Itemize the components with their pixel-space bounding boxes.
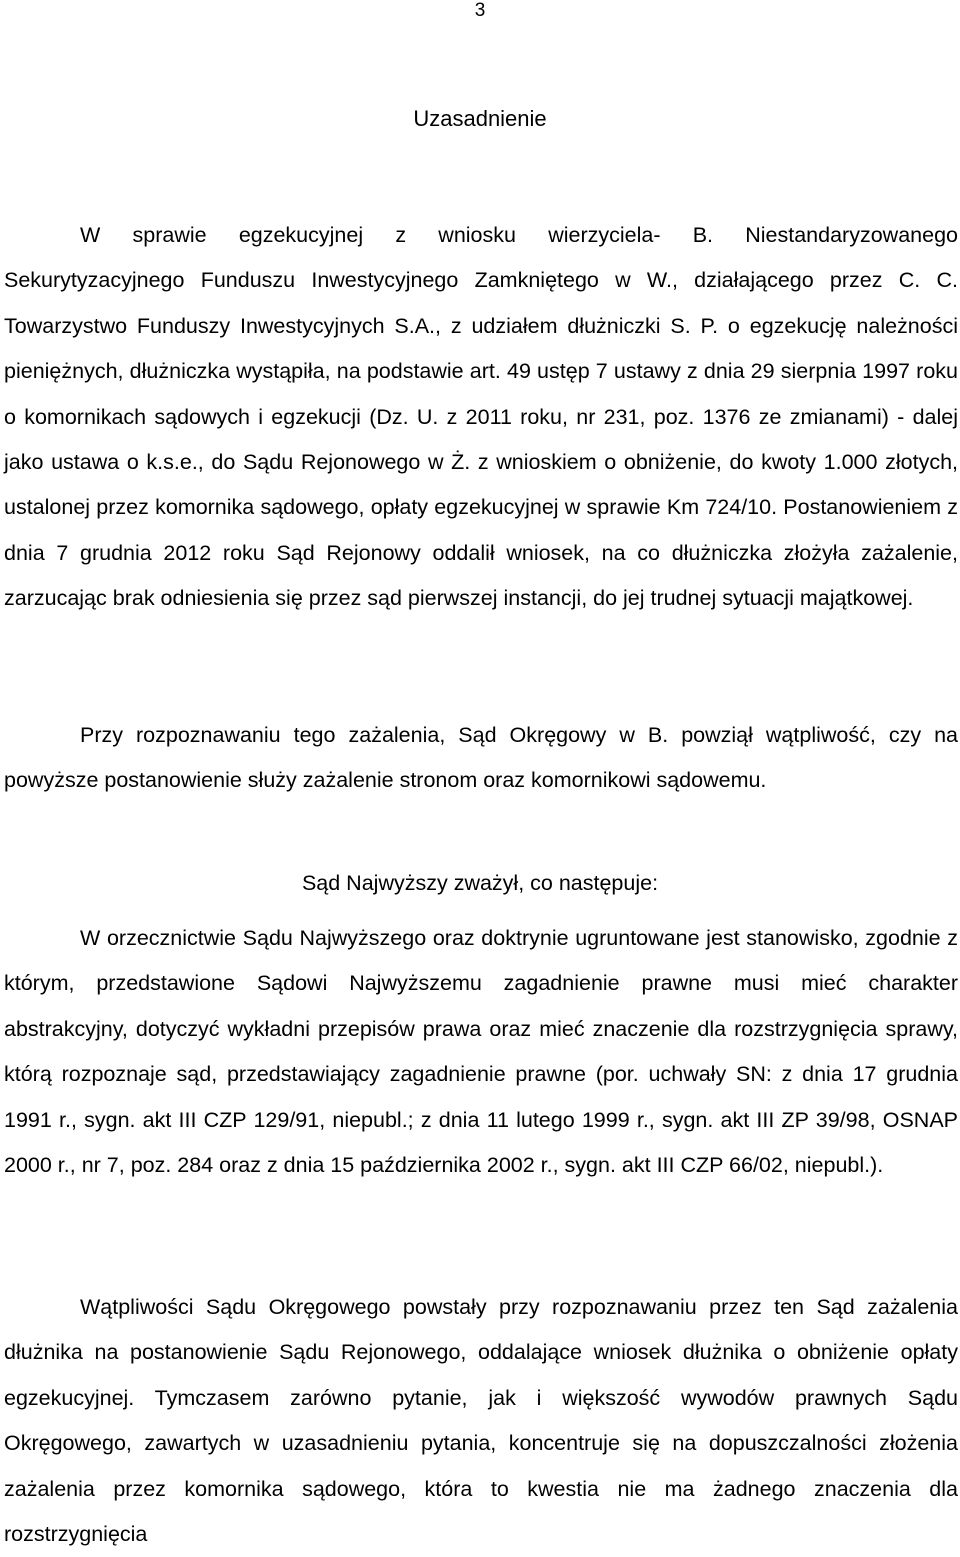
document-title: Uzasadnienie	[413, 106, 547, 131]
section-heading: Sąd Najwyższy zważył, co następuje:	[301, 871, 659, 895]
paragraph-analysis: Wątpliwości Sądu Okręgowego powstały przy rozpoznawaniu przez ten Sąd zażalenia dłużnika na postanowienie Sądu Rejonowego, oddalające wniosek dłużnika o obniżenie opłaty egzekucyjnej. Tymczasem zarówno pytanie, jak i większość wywodów prawnych Sądu Okręgowego, zawartych w uzasadnieniu pytania, koncentruje się na dopuszczalności złożenia zażalenia przez komornika sądowego, która to kwestia nie ma żadnego znaczenia dla rozstrzygnięcia	[4, 1295, 958, 1547]
paragraph-jurisprudence: W orzecznictwie Sądu Najwyższego oraz doktrynie ugruntowane jest stanowisko, zgodnie z którym, przedstawione Sądowi Najwyższemu zagadnienie prawne musi mieć charakter abstrakcyjny, dotyczyć wykładni przepisów prawa oraz mieć znaczenie dla rozstrzygnięcia sprawy, którą rozpoznaje sąd, przedstawiający zagadnienie prawne (por. uchwały SN: z dnia 17 grudnia 1991 r., sygn. akt III CZP 129/91, niepubl.; z dnia 11 lutego 1999 r., sygn. akt III ZP 39/98, OSNAP 2000 r., nr 7, poz. 284 oraz z dnia 15 października 2002 r., sygn. akt III CZP 66/02, niepubl.).	[4, 926, 958, 1178]
paragraph-case-facts: W sprawie egzekucyjnej z wniosku wierzyciela- B. Niestandaryzowanego Sekurytyzacyjnego Funduszu Inwestycyjnego Zamkniętego w W., działającego przez C. C. Towarzystwo Funduszy Inwestycyjnych S.A., z udziałem dłużniczki S. P. o egzekucję należności pieniężnych, dłużniczka wystąpiła, na podstawie art. 49 ustęp 7 ustawy z dnia 29 sierpnia 1997 roku o komornikach sądowych i egzekucji (Dz. U. z 2011 roku, nr 231, poz. 1376 ze zmianami) - dalej jako ustawa o k.s.e., do Sądu Rejonowego w Ż. z wnioskiem o obniżenie, do kwoty 1.000 złotych, ustalonej przez komornika sądowego, opłaty egzekucyjnej w sprawie Km 724/10. Postanowieniem z dnia 7 grudnia 2012 roku Sąd Rejonowy oddalił wniosek, na co dłużniczka złożyła zażalenie, zarzucając brak odniesienia się przez sąd pierwszej instancji, do jej trudnej sytuacji majątkowej.	[4, 223, 958, 611]
paragraph-court-doubt: Przy rozpoznawaniu tego zażalenia, Sąd Okręgowy w B. powziął wątpliwość, czy na powyższe postanowienie służy zażalenie stronom oraz komornikowi sądowemu.	[4, 723, 958, 793]
page-number: 3	[474, 0, 486, 21]
